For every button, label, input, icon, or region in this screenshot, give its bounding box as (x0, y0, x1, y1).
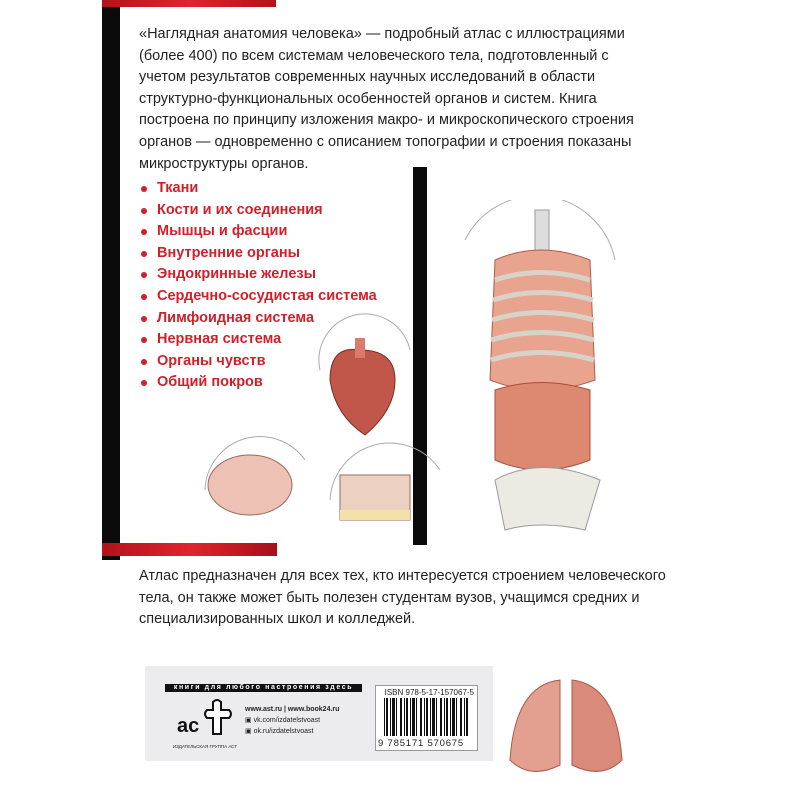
black-side-bar (102, 0, 120, 560)
brain-illustration (205, 437, 305, 515)
publisher-slogan: книги для любого настроения здесь (165, 684, 362, 692)
list-item: Мышцы и фасции (139, 221, 377, 243)
vk-icon: ▣ (245, 717, 254, 724)
websites-link[interactable]: www.ast.ru | www.book24.ru (245, 706, 340, 713)
list-item: Сердечно-сосудистая система (139, 286, 377, 308)
barcode-bar (444, 698, 445, 736)
barcode-bar (456, 698, 457, 736)
barcode (384, 698, 472, 736)
barcode-bar (392, 698, 395, 736)
ast-logo (175, 698, 235, 740)
barcode-bar (446, 698, 448, 736)
barcode-bar (424, 698, 425, 736)
list-item: Органы чувств (139, 351, 377, 373)
barcode-number: 9 785171 570675 (378, 738, 464, 749)
heart-illustration (319, 314, 410, 435)
barcode-bar (406, 698, 408, 736)
barcode-bar (416, 698, 417, 736)
barcode-bar (430, 698, 431, 736)
list-item: Нервная система (139, 329, 377, 351)
barcode-bar (396, 698, 397, 736)
ok-link[interactable]: ok.ru/izdatelstvoast (253, 728, 314, 735)
list-item: Внутренние органы (139, 243, 377, 265)
svg-text:ас: ас (177, 715, 200, 737)
ok-icon: ▣ (245, 728, 254, 735)
red-divider-stripe (102, 543, 277, 556)
vk-link[interactable]: vk.com/izdatelstvoast (253, 717, 321, 724)
skin-illustration (330, 443, 440, 520)
barcode-bar (420, 698, 422, 736)
lungs-illustration (500, 670, 630, 790)
barcode-bar (436, 698, 437, 736)
intro-paragraph: «Наглядная анатомия человека» — подробный атлас с иллюстрациями (более 400) по всем системам человеческого тела, подготовленный с учетом результатов современных научных исследований в области структурно-функциональных особенностей органов и систем. Книга построена по принципу изложения макро- и микроскопического строения органов — одновременно с описанием топографии и строения показаны микроструктуры органов. (139, 26, 634, 172)
publisher-block (145, 666, 493, 761)
barcode-bar (450, 698, 451, 736)
barcode-bar (412, 698, 415, 736)
list-item: Кости и их соединения (139, 200, 377, 222)
isbn-barcode-box (375, 685, 478, 751)
logo-caption: ИЗДАТЕЛЬСКАЯ ГРУППА АСТ (172, 744, 238, 749)
torso-illustration (465, 200, 615, 530)
red-top-stripe (102, 0, 276, 7)
barcode-bar (432, 698, 435, 736)
barcode-bar (460, 698, 462, 736)
barcode-bar (400, 698, 402, 736)
outro-paragraph: Атлас предназначен для всех тех, кто интересуется строением человеческого тела, он также может быть полезен студентам вузов, учащимся средних и специализированных школ и колледжей. (139, 568, 666, 628)
list-item: Ткани (139, 178, 377, 200)
barcode-bar (426, 698, 428, 736)
barcode-bar (440, 698, 442, 736)
barcode-bar (410, 698, 411, 736)
barcode-bar (390, 698, 391, 736)
publisher-links (245, 704, 339, 737)
anatomy-illustrations (195, 200, 635, 540)
barcode-bar (404, 698, 405, 736)
list-item: Эндокринные железы (139, 264, 377, 286)
barcode-bar (386, 698, 388, 736)
barcode-bar (466, 698, 468, 736)
barcode-bar (464, 698, 465, 736)
isbn-label: ISBN 978-5-17-157067-5 (384, 688, 474, 697)
barcode-bar (452, 698, 455, 736)
list-item: Лимфоидная система (139, 308, 377, 330)
list-item: Общий покров (139, 372, 377, 394)
barcode-bar (384, 698, 385, 736)
